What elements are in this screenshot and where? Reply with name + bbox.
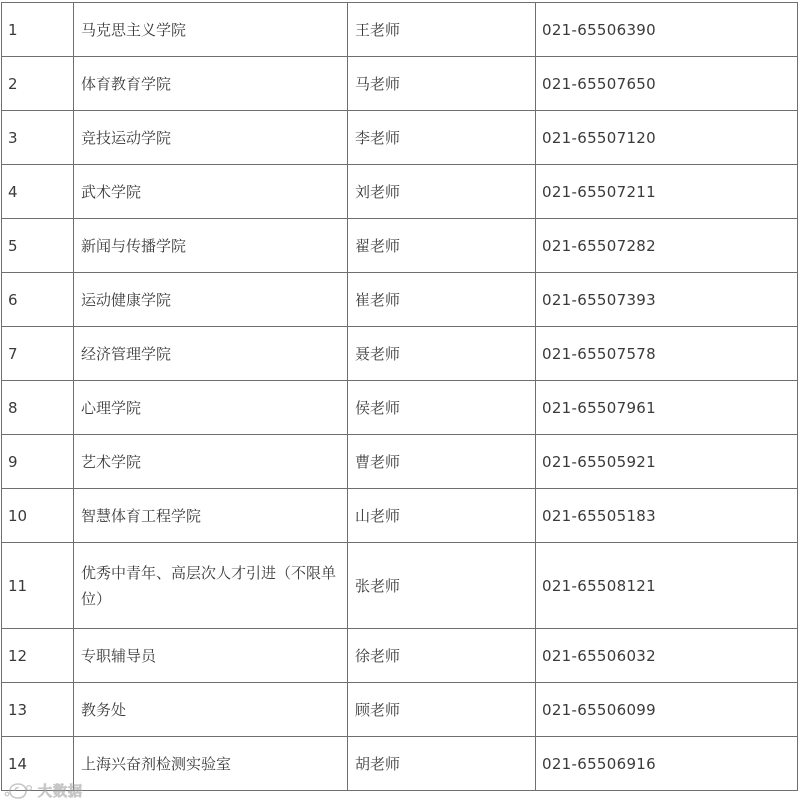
row-number: 14 bbox=[2, 737, 74, 791]
row-number: 12 bbox=[2, 629, 74, 683]
contact-name: 崔老师 bbox=[348, 273, 536, 327]
phone-number: 021-65507120 bbox=[536, 111, 798, 165]
phone-number: 021-65505183 bbox=[536, 489, 798, 543]
phone-number: 021-65507211 bbox=[536, 165, 798, 219]
department-name: 运动健康学院 bbox=[74, 273, 348, 327]
row-number: 8 bbox=[2, 381, 74, 435]
contact-name: 李老师 bbox=[348, 111, 536, 165]
phone-number: 021-65508121 bbox=[536, 543, 798, 629]
department-name: 上海兴奋剂检测实验室 bbox=[74, 737, 348, 791]
phone-number: 021-65507282 bbox=[536, 219, 798, 273]
table-row bbox=[2, 543, 798, 629]
phone-number: 021-65506032 bbox=[536, 629, 798, 683]
contact-name: 刘老师 bbox=[348, 165, 536, 219]
table-row bbox=[2, 737, 798, 791]
table-row bbox=[2, 435, 798, 489]
phone-number: 021-65506390 bbox=[536, 3, 798, 57]
row-number: 11 bbox=[2, 543, 74, 629]
table-row bbox=[2, 273, 798, 327]
row-number: 3 bbox=[2, 111, 74, 165]
table-row bbox=[2, 327, 798, 381]
department-name: 艺术学院 bbox=[74, 435, 348, 489]
contact-name: 马老师 bbox=[348, 57, 536, 111]
contact-name: 山老师 bbox=[348, 489, 536, 543]
contacts-table-body bbox=[2, 3, 798, 791]
phone-number: 021-65506916 bbox=[536, 737, 798, 791]
contact-name: 顾老师 bbox=[348, 683, 536, 737]
watermark-logo-icon bbox=[4, 782, 34, 800]
department-name: 心理学院 bbox=[74, 381, 348, 435]
table-row bbox=[2, 489, 798, 543]
department-name: 武术学院 bbox=[74, 165, 348, 219]
table-row bbox=[2, 111, 798, 165]
department-name: 马克思主义学院 bbox=[74, 3, 348, 57]
contact-name: 王老师 bbox=[348, 3, 536, 57]
watermark-text: 大数据 bbox=[38, 784, 83, 800]
contact-name: 聂老师 bbox=[348, 327, 536, 381]
department-name: 新闻与传播学院 bbox=[74, 219, 348, 273]
contacts-table bbox=[1, 2, 798, 791]
row-number: 5 bbox=[2, 219, 74, 273]
table-row bbox=[2, 629, 798, 683]
phone-number: 021-65507578 bbox=[536, 327, 798, 381]
table-row bbox=[2, 165, 798, 219]
department-name: 教务处 bbox=[74, 683, 348, 737]
table-row bbox=[2, 3, 798, 57]
phone-number: 021-65507393 bbox=[536, 273, 798, 327]
contact-name: 张老师 bbox=[348, 543, 536, 629]
watermark bbox=[4, 781, 83, 801]
row-number: 9 bbox=[2, 435, 74, 489]
department-name: 优秀中青年、高层次人才引进（不限单位） bbox=[74, 543, 348, 629]
phone-number: 021-65507650 bbox=[536, 57, 798, 111]
department-name: 智慧体育工程学院 bbox=[74, 489, 348, 543]
department-name: 竞技运动学院 bbox=[74, 111, 348, 165]
contact-name: 徐老师 bbox=[348, 629, 536, 683]
row-number: 7 bbox=[2, 327, 74, 381]
department-name: 经济管理学院 bbox=[74, 327, 348, 381]
row-number: 6 bbox=[2, 273, 74, 327]
phone-number: 021-65506099 bbox=[536, 683, 798, 737]
contact-name: 曹老师 bbox=[348, 435, 536, 489]
table-row bbox=[2, 683, 798, 737]
department-name: 专职辅导员 bbox=[74, 629, 348, 683]
contact-name: 侯老师 bbox=[348, 381, 536, 435]
department-name: 体育教育学院 bbox=[74, 57, 348, 111]
table-row bbox=[2, 381, 798, 435]
row-number: 4 bbox=[2, 165, 74, 219]
row-number: 10 bbox=[2, 489, 74, 543]
row-number: 2 bbox=[2, 57, 74, 111]
contact-name: 胡老师 bbox=[348, 737, 536, 791]
row-number: 13 bbox=[2, 683, 74, 737]
contact-name: 翟老师 bbox=[348, 219, 536, 273]
table-row bbox=[2, 219, 798, 273]
phone-number: 021-65507961 bbox=[536, 381, 798, 435]
table-row bbox=[2, 57, 798, 111]
phone-number: 021-65505921 bbox=[536, 435, 798, 489]
row-number: 1 bbox=[2, 3, 74, 57]
